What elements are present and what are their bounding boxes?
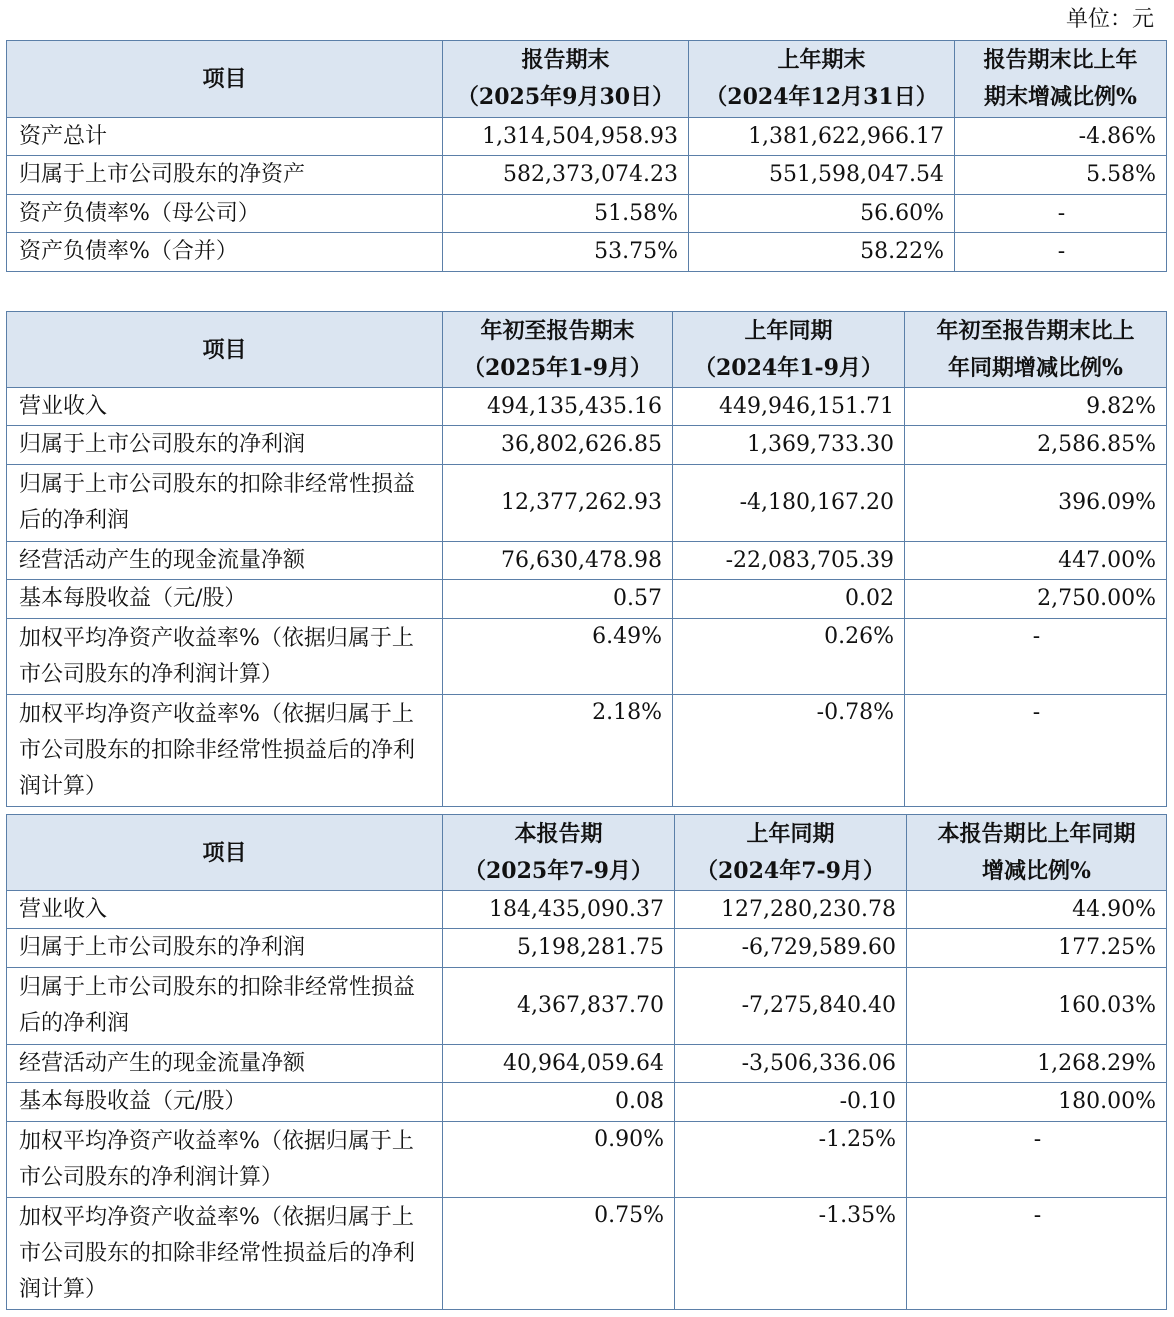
row-label: 加权平均净资产收益率%（依据归属于上市公司股东的净利润计算） [7,1122,443,1198]
value-prior: -6,729,589.60 [675,929,907,968]
value-current: 0.75% [443,1198,675,1310]
table-row [7,929,1167,968]
value-current: 1,314,504,958.93 [443,118,689,156]
table-row [7,580,1167,619]
table-row [7,891,1167,929]
table-row [7,695,1167,807]
value-current: 0.08 [443,1083,675,1122]
value-change: 180.00% [907,1083,1167,1122]
value-prior: 0.02 [673,580,905,619]
value-change: 9.82% [905,388,1167,426]
value-current: 2.18% [443,695,673,807]
table-row [7,195,1167,233]
table-row [7,1122,1167,1198]
value-change: - [907,1122,1167,1198]
value-prior: -0.10 [675,1083,907,1122]
value-current: 184,435,090.37 [443,891,675,929]
header-current-period: 本报告期 （2025年7-9月） [443,815,675,891]
row-label: 资产负债率%（合并） [7,233,443,272]
row-label: 归属于上市公司股东的净利润 [7,426,443,465]
value-prior: 1,369,733.30 [673,426,905,465]
table-row [7,118,1167,156]
value-current: 12,377,262.93 [443,465,673,542]
value-current: 40,964,059.64 [443,1045,675,1083]
value-current: 36,802,626.85 [443,426,673,465]
header-ytd: 年初至报告期末 （2025年1-9月） [443,312,673,388]
row-label: 归属于上市公司股东的扣除非经常性损益后的净利润 [7,465,443,542]
header-item: 项目 [7,815,443,891]
value-change: - [905,695,1167,807]
value-current: 582,373,074.23 [443,156,689,195]
value-change: 447.00% [905,542,1167,580]
row-label: 经营活动产生的现金流量净额 [7,542,443,580]
value-change: 160.03% [907,968,1167,1045]
row-label: 基本每股收益（元/股） [7,1083,443,1122]
value-change: 5.58% [955,156,1167,195]
unit-label: 单位：元 [1065,7,1154,32]
header-change-pct: 年初至报告期末比上 年同期增减比例% [905,312,1167,388]
ytd-income-table [6,311,1167,807]
row-label: 基本每股收益（元/股） [7,580,443,619]
row-label: 加权平均净资产收益率%（依据归属于上市公司股东的扣除非经常性损益后的净利润计算） [7,695,443,807]
value-change: - [907,1198,1167,1310]
value-change: - [955,233,1167,272]
header-item: 项目 [7,41,443,118]
header-report-period-end: 报告期末 （2025年9月30日） [443,41,689,118]
value-prior: -1.25% [675,1122,907,1198]
value-prior: -3,506,336.06 [675,1045,907,1083]
value-prior: -0.78% [673,695,905,807]
value-prior: -4,180,167.20 [673,465,905,542]
value-prior: 127,280,230.78 [675,891,907,929]
header-item: 项目 [7,312,443,388]
value-prior: -22,083,705.39 [673,542,905,580]
value-prior: 58.22% [689,233,955,272]
value-current: 494,135,435.16 [443,388,673,426]
row-label: 归属于上市公司股东的扣除非经常性损益后的净利润 [7,968,443,1045]
value-current: 4,367,837.70 [443,968,675,1045]
value-change: -4.86% [955,118,1167,156]
value-change: 2,586.85% [905,426,1167,465]
header-prior-period: 上年同期 （2024年1-9月） [673,312,905,388]
value-change: 1,268.29% [907,1045,1167,1083]
table-row [7,233,1167,272]
value-prior: 449,946,151.71 [673,388,905,426]
value-prior: 551,598,047.54 [689,156,955,195]
header-change-pct: 报告期末比上年 期末增减比例% [955,41,1167,118]
value-current: 51.58% [443,195,689,233]
row-label: 资产负债率%（母公司） [7,195,443,233]
table-row [7,619,1167,695]
value-current: 0.90% [443,1122,675,1198]
value-current: 0.57 [443,580,673,619]
value-change: 396.09% [905,465,1167,542]
header-change-pct: 本报告期比上年同期 增减比例% [907,815,1167,891]
table-header-row [7,815,1167,891]
quarter-income-table [6,814,1167,1310]
table-header-row [7,312,1167,388]
value-current: 6.49% [443,619,673,695]
value-change: 177.25% [907,929,1167,968]
table-row [7,465,1167,542]
table-row [7,1045,1167,1083]
value-change: 2,750.00% [905,580,1167,619]
value-current: 53.75% [443,233,689,272]
table-row [7,968,1167,1045]
table-row [7,1083,1167,1122]
value-current: 5,198,281.75 [443,929,675,968]
row-label: 加权平均净资产收益率%（依据归属于上市公司股东的扣除非经常性损益后的净利润计算） [7,1198,443,1310]
table-row [7,426,1167,465]
value-prior: -1.35% [675,1198,907,1310]
table-row [7,1198,1167,1310]
header-prior-period: 上年同期 （2024年7-9月） [675,815,907,891]
table-row [7,542,1167,580]
header-prior-year-end: 上年期末 （2024年12月31日） [689,41,955,118]
row-label: 加权平均净资产收益率%（依据归属于上市公司股东的净利润计算） [7,619,443,695]
row-label: 归属于上市公司股东的净利润 [7,929,443,968]
value-prior: 1,381,622,966.17 [689,118,955,156]
row-label: 资产总计 [7,118,443,156]
value-change: 44.90% [907,891,1167,929]
value-change: - [955,195,1167,233]
table-row [7,388,1167,426]
value-prior: 0.26% [673,619,905,695]
value-prior: -7,275,840.40 [675,968,907,1045]
value-change: - [905,619,1167,695]
balance-sheet-table [6,40,1167,272]
row-label: 营业收入 [7,891,443,929]
table-row [7,156,1167,195]
value-prior: 56.60% [689,195,955,233]
table-header-row [7,41,1167,118]
row-label: 经营活动产生的现金流量净额 [7,1045,443,1083]
row-label: 营业收入 [7,388,443,426]
row-label: 归属于上市公司股东的净资产 [7,156,443,195]
value-current: 76,630,478.98 [443,542,673,580]
